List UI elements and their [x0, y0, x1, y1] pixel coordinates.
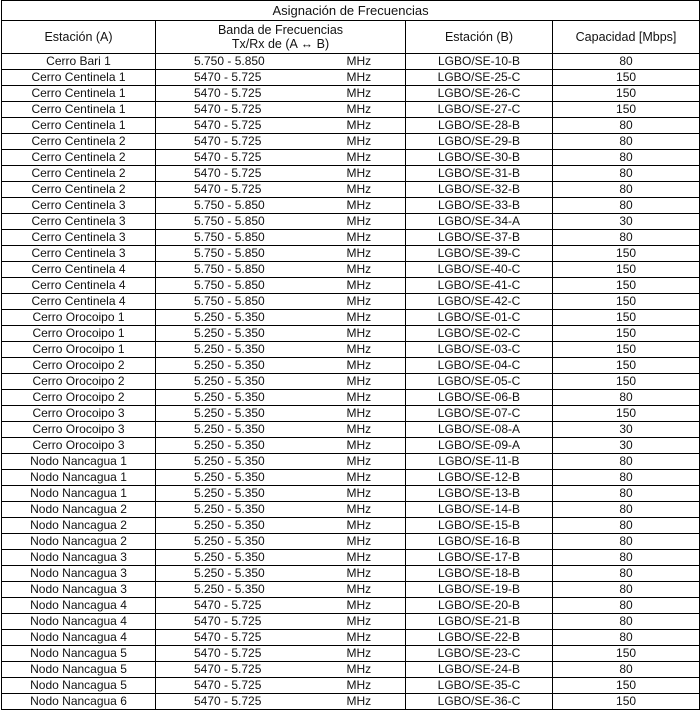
station-a-cell: Cerro Orocoipo 2 [2, 374, 156, 390]
capacity-cell: 80 [553, 230, 700, 246]
frequency-band-cell: 5470 - 5.725 [156, 694, 310, 710]
table-row [2, 630, 700, 646]
station-b-cell: LGBO/SE-08-A [406, 422, 553, 438]
frequency-band-cell: 5470 - 5.725 [156, 86, 310, 102]
frequency-band-cell: 5.250 - 5.350 [156, 374, 310, 390]
table-row [2, 166, 700, 182]
frequency-band-cell: 5.250 - 5.350 [156, 566, 310, 582]
capacity-cell: 80 [553, 630, 700, 646]
frequency-unit-cell: MHz [310, 566, 406, 582]
frequency-band-cell: 5470 - 5.725 [156, 134, 310, 150]
frequency-band-cell: 5.750 - 5.850 [156, 278, 310, 294]
table-row [2, 502, 700, 518]
station-b-cell: LGBO/SE-28-B [406, 118, 553, 134]
frequency-band-cell: 5.250 - 5.350 [156, 470, 310, 486]
frequency-unit-cell: MHz [310, 278, 406, 294]
station-b-cell: LGBO/SE-07-C [406, 406, 553, 422]
station-a-cell: Cerro Centinela 1 [2, 70, 156, 86]
frequency-band-cell: 5470 - 5.725 [156, 118, 310, 134]
station-b-cell: LGBO/SE-25-C [406, 70, 553, 86]
frequency-band-cell: 5.250 - 5.350 [156, 358, 310, 374]
station-b-cell: LGBO/SE-32-B [406, 182, 553, 198]
station-a-cell: Nodo Nancagua 2 [2, 518, 156, 534]
table-row [2, 422, 700, 438]
frequency-band-cell: 5.750 - 5.850 [156, 198, 310, 214]
frequency-band-cell: 5470 - 5.725 [156, 614, 310, 630]
table-row [2, 534, 700, 550]
frequency-unit-cell: MHz [310, 678, 406, 694]
station-a-cell: Nodo Nancagua 2 [2, 534, 156, 550]
table-row [2, 198, 700, 214]
frequency-unit-cell: MHz [310, 310, 406, 326]
frequency-unit-cell: MHz [310, 614, 406, 630]
station-a-cell: Nodo Nancagua 1 [2, 470, 156, 486]
frequency-band-cell: 5470 - 5.725 [156, 150, 310, 166]
station-a-cell: Cerro Orocoipo 2 [2, 358, 156, 374]
capacity-cell: 80 [553, 518, 700, 534]
table-row [2, 246, 700, 262]
frequency-band-cell: 5.750 - 5.850 [156, 262, 310, 278]
frequency-unit-cell: MHz [310, 662, 406, 678]
station-b-cell: LGBO/SE-15-B [406, 518, 553, 534]
table-row [2, 518, 700, 534]
capacity-cell: 30 [553, 422, 700, 438]
station-a-cell: Cerro Centinela 3 [2, 198, 156, 214]
header-capacity: Capacidad [Mbps] [553, 21, 700, 54]
frequency-assignment-table [1, 0, 700, 710]
station-a-cell: Cerro Centinela 4 [2, 294, 156, 310]
station-b-cell: LGBO/SE-37-B [406, 230, 553, 246]
frequency-band-cell: 5.750 - 5.850 [156, 294, 310, 310]
frequency-band-cell: 5.750 - 5.850 [156, 214, 310, 230]
station-a-cell: Cerro Centinela 2 [2, 166, 156, 182]
table-row [2, 230, 700, 246]
frequency-unit-cell: MHz [310, 534, 406, 550]
station-a-cell: Cerro Centinela 1 [2, 102, 156, 118]
table-row [2, 150, 700, 166]
capacity-cell: 30 [553, 438, 700, 454]
frequency-unit-cell: MHz [310, 118, 406, 134]
frequency-band-cell: 5.750 - 5.850 [156, 54, 310, 70]
frequency-unit-cell: MHz [310, 694, 406, 710]
frequency-unit-cell: MHz [310, 150, 406, 166]
station-a-cell: Cerro Orocoipo 3 [2, 438, 156, 454]
header-station-b: Estación (B) [406, 21, 553, 54]
header-station-a: Estación (A) [2, 21, 156, 54]
station-b-cell: LGBO/SE-04-C [406, 358, 553, 374]
station-a-cell: Cerro Bari 1 [2, 54, 156, 70]
capacity-cell: 80 [553, 566, 700, 582]
frequency-unit-cell: MHz [310, 550, 406, 566]
frequency-unit-cell: MHz [310, 262, 406, 278]
table-title: Asignación de Frecuencias [2, 1, 700, 21]
frequency-band-cell: 5.250 - 5.350 [156, 502, 310, 518]
station-b-cell: LGBO/SE-23-C [406, 646, 553, 662]
station-b-cell: LGBO/SE-22-B [406, 630, 553, 646]
frequency-band-cell: 5.250 - 5.350 [156, 518, 310, 534]
table-row [2, 262, 700, 278]
station-b-cell: LGBO/SE-03-C [406, 342, 553, 358]
station-a-cell: Cerro Centinela 3 [2, 230, 156, 246]
station-b-cell: LGBO/SE-29-B [406, 134, 553, 150]
frequency-unit-cell: MHz [310, 438, 406, 454]
table-row [2, 214, 700, 230]
station-a-cell: Cerro Orocoipo 1 [2, 310, 156, 326]
frequency-unit-cell: MHz [310, 646, 406, 662]
capacity-cell: 80 [553, 534, 700, 550]
table-row [2, 118, 700, 134]
station-b-cell: LGBO/SE-31-B [406, 166, 553, 182]
frequency-band-cell: 5.250 - 5.350 [156, 550, 310, 566]
station-a-cell: Cerro Centinela 3 [2, 214, 156, 230]
station-a-cell: Cerro Centinela 2 [2, 134, 156, 150]
table-row [2, 470, 700, 486]
frequency-band-cell: 5470 - 5.725 [156, 166, 310, 182]
table-row [2, 358, 700, 374]
table-row [2, 614, 700, 630]
station-a-cell: Cerro Centinela 3 [2, 246, 156, 262]
station-b-cell: LGBO/SE-05-C [406, 374, 553, 390]
capacity-cell: 80 [553, 598, 700, 614]
station-b-cell: LGBO/SE-11-B [406, 454, 553, 470]
table-row [2, 134, 700, 150]
frequency-band-cell: 5.750 - 5.850 [156, 230, 310, 246]
frequency-unit-cell: MHz [310, 246, 406, 262]
table-row [2, 310, 700, 326]
station-b-cell: LGBO/SE-19-B [406, 582, 553, 598]
capacity-cell: 80 [553, 198, 700, 214]
frequency-unit-cell: MHz [310, 86, 406, 102]
frequency-unit-cell: MHz [310, 182, 406, 198]
capacity-cell: 150 [553, 262, 700, 278]
table-row [2, 566, 700, 582]
capacity-cell: 150 [553, 102, 700, 118]
table-row [2, 662, 700, 678]
capacity-cell: 80 [553, 486, 700, 502]
station-a-cell: Nodo Nancagua 4 [2, 630, 156, 646]
station-b-cell: LGBO/SE-24-B [406, 662, 553, 678]
station-b-cell: LGBO/SE-21-B [406, 614, 553, 630]
frequency-band-cell: 5.250 - 5.350 [156, 406, 310, 422]
frequency-unit-cell: MHz [310, 582, 406, 598]
table-row [2, 406, 700, 422]
header-band-line1: Banda de Frecuencias [217, 23, 344, 37]
station-b-cell: LGBO/SE-02-C [406, 326, 553, 342]
frequency-unit-cell: MHz [310, 230, 406, 246]
capacity-cell: 80 [553, 582, 700, 598]
capacity-cell: 30 [553, 214, 700, 230]
frequency-band-cell: 5.250 - 5.350 [156, 342, 310, 358]
capacity-cell: 80 [553, 182, 700, 198]
capacity-cell: 80 [553, 550, 700, 566]
station-b-cell: LGBO/SE-12-B [406, 470, 553, 486]
capacity-cell: 150 [553, 678, 700, 694]
frequency-unit-cell: MHz [310, 598, 406, 614]
station-b-cell: LGBO/SE-27-C [406, 102, 553, 118]
station-a-cell: Cerro Orocoipo 1 [2, 326, 156, 342]
station-a-cell: Nodo Nancagua 6 [2, 694, 156, 710]
frequency-unit-cell: MHz [310, 422, 406, 438]
frequency-band-cell: 5.250 - 5.350 [156, 486, 310, 502]
station-b-cell: LGBO/SE-10-B [406, 54, 553, 70]
capacity-cell: 80 [553, 502, 700, 518]
frequency-unit-cell: MHz [310, 166, 406, 182]
table-row [2, 86, 700, 102]
capacity-cell: 150 [553, 374, 700, 390]
station-a-cell: Cerro Orocoipo 1 [2, 342, 156, 358]
table-row [2, 54, 700, 70]
frequency-unit-cell: MHz [310, 454, 406, 470]
frequency-band-cell: 5.250 - 5.350 [156, 390, 310, 406]
station-b-cell: LGBO/SE-34-A [406, 214, 553, 230]
table-row [2, 294, 700, 310]
station-b-cell: LGBO/SE-20-B [406, 598, 553, 614]
frequency-unit-cell: MHz [310, 70, 406, 86]
frequency-band-cell: 5470 - 5.725 [156, 102, 310, 118]
station-b-cell: LGBO/SE-13-B [406, 486, 553, 502]
table-row [2, 326, 700, 342]
station-b-cell: LGBO/SE-39-C [406, 246, 553, 262]
table-row [2, 454, 700, 470]
station-a-cell: Cerro Centinela 1 [2, 86, 156, 102]
frequency-unit-cell: MHz [310, 518, 406, 534]
table-row [2, 486, 700, 502]
station-a-cell: Cerro Centinela 4 [2, 262, 156, 278]
station-b-cell: LGBO/SE-42-C [406, 294, 553, 310]
station-a-cell: Cerro Centinela 2 [2, 150, 156, 166]
station-b-cell: LGBO/SE-18-B [406, 566, 553, 582]
capacity-cell: 80 [553, 470, 700, 486]
capacity-cell: 80 [553, 166, 700, 182]
station-a-cell: Nodo Nancagua 4 [2, 598, 156, 614]
station-b-cell: LGBO/SE-16-B [406, 534, 553, 550]
station-a-cell: Cerro Centinela 1 [2, 118, 156, 134]
title-row [2, 1, 700, 21]
capacity-cell: 150 [553, 358, 700, 374]
station-b-cell: LGBO/SE-06-B [406, 390, 553, 406]
table-row [2, 582, 700, 598]
frequency-unit-cell: MHz [310, 214, 406, 230]
frequency-unit-cell: MHz [310, 486, 406, 502]
capacity-cell: 150 [553, 70, 700, 86]
table-row [2, 678, 700, 694]
frequency-band-cell: 5470 - 5.725 [156, 182, 310, 198]
frequency-band-cell: 5.250 - 5.350 [156, 422, 310, 438]
capacity-cell: 150 [553, 246, 700, 262]
station-b-cell: LGBO/SE-30-B [406, 150, 553, 166]
table-row [2, 550, 700, 566]
frequency-band-cell: 5.250 - 5.350 [156, 534, 310, 550]
header-frequency-band [156, 21, 406, 54]
station-a-cell: Nodo Nancagua 5 [2, 646, 156, 662]
station-b-cell: LGBO/SE-40-C [406, 262, 553, 278]
station-a-cell: Nodo Nancagua 3 [2, 582, 156, 598]
frequency-unit-cell: MHz [310, 390, 406, 406]
capacity-cell: 80 [553, 54, 700, 70]
station-a-cell: Cerro Centinela 2 [2, 182, 156, 198]
table-row [2, 694, 700, 710]
capacity-cell: 150 [553, 406, 700, 422]
capacity-cell: 150 [553, 310, 700, 326]
station-a-cell: Cerro Orocoipo 3 [2, 422, 156, 438]
frequency-band-cell: 5470 - 5.725 [156, 70, 310, 86]
station-a-cell: Cerro Orocoipo 3 [2, 406, 156, 422]
header-band-line2: Tx/Rx de (A ↔ B) [231, 37, 330, 51]
header-row [2, 21, 700, 54]
table-row [2, 278, 700, 294]
station-a-cell: Nodo Nancagua 2 [2, 502, 156, 518]
frequency-band-cell: 5470 - 5.725 [156, 662, 310, 678]
frequency-unit-cell: MHz [310, 134, 406, 150]
frequency-band-cell: 5470 - 5.725 [156, 646, 310, 662]
table-row [2, 598, 700, 614]
frequency-band-cell: 5.250 - 5.350 [156, 454, 310, 470]
frequency-unit-cell: MHz [310, 102, 406, 118]
frequency-unit-cell: MHz [310, 502, 406, 518]
frequency-band-cell: 5470 - 5.725 [156, 678, 310, 694]
station-b-cell: LGBO/SE-17-B [406, 550, 553, 566]
table-row [2, 646, 700, 662]
capacity-cell: 80 [553, 614, 700, 630]
capacity-cell: 80 [553, 134, 700, 150]
capacity-cell: 150 [553, 294, 700, 310]
station-a-cell: Nodo Nancagua 4 [2, 614, 156, 630]
frequency-unit-cell: MHz [310, 342, 406, 358]
table-row [2, 70, 700, 86]
table-row [2, 374, 700, 390]
frequency-unit-cell: MHz [310, 470, 406, 486]
station-b-cell: LGBO/SE-36-C [406, 694, 553, 710]
capacity-cell: 150 [553, 342, 700, 358]
station-a-cell: Nodo Nancagua 1 [2, 486, 156, 502]
frequency-unit-cell: MHz [310, 358, 406, 374]
capacity-cell: 150 [553, 278, 700, 294]
frequency-unit-cell: MHz [310, 630, 406, 646]
capacity-cell: 150 [553, 646, 700, 662]
table-row [2, 342, 700, 358]
frequency-band-cell: 5.250 - 5.350 [156, 310, 310, 326]
station-b-cell: LGBO/SE-09-A [406, 438, 553, 454]
frequency-band-cell: 5.250 - 5.350 [156, 326, 310, 342]
frequency-unit-cell: MHz [310, 54, 406, 70]
capacity-cell: 80 [553, 118, 700, 134]
frequency-unit-cell: MHz [310, 294, 406, 310]
table-row [2, 182, 700, 198]
frequency-band-cell: 5.750 - 5.850 [156, 246, 310, 262]
capacity-cell: 80 [553, 150, 700, 166]
frequency-unit-cell: MHz [310, 326, 406, 342]
table-row [2, 102, 700, 118]
capacity-cell: 150 [553, 86, 700, 102]
station-a-cell: Nodo Nancagua 5 [2, 662, 156, 678]
table-row [2, 438, 700, 454]
station-b-cell: LGBO/SE-41-C [406, 278, 553, 294]
table-row [2, 390, 700, 406]
station-b-cell: LGBO/SE-01-C [406, 310, 553, 326]
frequency-band-cell: 5470 - 5.725 [156, 630, 310, 646]
capacity-cell: 80 [553, 390, 700, 406]
station-b-cell: LGBO/SE-14-B [406, 502, 553, 518]
table-body [2, 54, 700, 710]
capacity-cell: 150 [553, 694, 700, 710]
station-a-cell: Cerro Orocoipo 2 [2, 390, 156, 406]
capacity-cell: 80 [553, 662, 700, 678]
frequency-band-cell: 5.250 - 5.350 [156, 438, 310, 454]
station-a-cell: Nodo Nancagua 1 [2, 454, 156, 470]
station-a-cell: Cerro Centinela 4 [2, 278, 156, 294]
capacity-cell: 80 [553, 454, 700, 470]
station-a-cell: Nodo Nancagua 3 [2, 566, 156, 582]
station-b-cell: LGBO/SE-26-C [406, 86, 553, 102]
frequency-unit-cell: MHz [310, 198, 406, 214]
frequency-band-cell: 5470 - 5.725 [156, 598, 310, 614]
frequency-band-cell: 5.250 - 5.350 [156, 582, 310, 598]
capacity-cell: 150 [553, 326, 700, 342]
station-b-cell: LGBO/SE-35-C [406, 678, 553, 694]
station-a-cell: Nodo Nancagua 3 [2, 550, 156, 566]
station-b-cell: LGBO/SE-33-B [406, 198, 553, 214]
frequency-unit-cell: MHz [310, 374, 406, 390]
frequency-unit-cell: MHz [310, 406, 406, 422]
station-a-cell: Nodo Nancagua 5 [2, 678, 156, 694]
